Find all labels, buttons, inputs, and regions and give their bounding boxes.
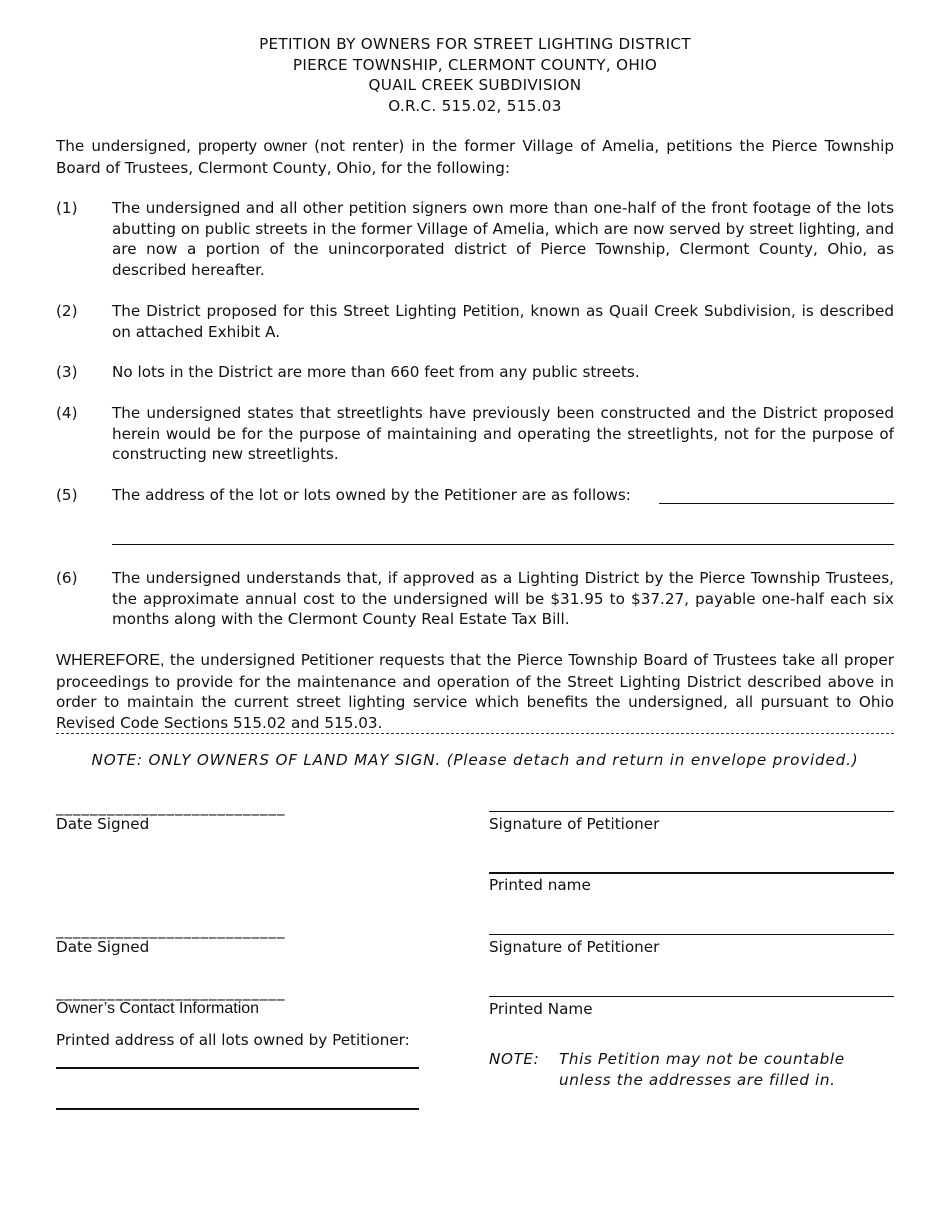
- printed-address-label: Printed address of all lots owned by Petitioner:: [56, 1031, 410, 1049]
- detach-line: [56, 733, 894, 734]
- printed-name-1-line[interactable]: [489, 872, 894, 874]
- title-line-1: PETITION BY OWNERS FOR STREET LIGHTING DISTRICT: [259, 35, 691, 53]
- item-6: [56, 568, 894, 630]
- date-signed-1-blank[interactable]: ___________________________: [56, 798, 286, 816]
- item-number: (1): [56, 199, 78, 217]
- intro-rest: (not renter) in the former Village of Amelia, petitions the Pierce Township Board of Trustees, Clermont County, Ohio, for the following:: [56, 137, 895, 177]
- item-text: The District proposed for this Street Lighting Petition, known as Quail Creek Subdivision, is described on attached Exhibit A.: [112, 302, 894, 341]
- intro-lead: The undersigned,: [56, 137, 199, 155]
- printed-name-2-label: Printed Name: [489, 1000, 593, 1018]
- title-line-2: PIERCE TOWNSHIP, CLERMONT COUNTY, OHIO: [292, 55, 658, 74]
- address-blank-line-2[interactable]: [112, 544, 894, 545]
- printed-address-line-1[interactable]: [56, 1067, 419, 1069]
- countable-note-text: This Petition may not be countable unless the addresses are filled in.: [559, 1050, 845, 1089]
- contact-info-blank[interactable]: ___________________________: [56, 983, 286, 1001]
- signature-1-label: Signature of Petitioner: [489, 815, 660, 833]
- date-signed-2-blank[interactable]: ___________________________: [56, 921, 286, 939]
- signature-1-line[interactable]: [489, 811, 894, 812]
- item-3: [56, 362, 894, 383]
- address-blank-line-1[interactable]: [659, 503, 894, 504]
- intro-emphasis: property owner: [198, 138, 308, 155]
- item-number: (4): [56, 404, 78, 422]
- item-number: (2): [56, 302, 78, 320]
- printed-name-2-line[interactable]: [489, 996, 894, 997]
- signature-2-label: Signature of Petitioner: [489, 938, 660, 956]
- item-text: The undersigned states that streetlights have previously been constructed and the District proposed herein would be for the purpose of maintaining and operating the streetlights, not for the purpose of constructing new streetlights.: [112, 404, 894, 463]
- countable-note: [489, 1049, 869, 1091]
- countable-note-label: NOTE:: [489, 1050, 540, 1068]
- printed-name-1-label: Printed name: [489, 876, 591, 894]
- item-number: (5): [56, 486, 78, 504]
- item-text: The address of the lot or lots owned by the Petitioner are as follows:: [112, 486, 631, 504]
- item-2: [56, 301, 894, 342]
- title-line-4: O.R.C. 515.02, 515.03: [388, 96, 562, 115]
- item-text: No lots in the District are more than 660 feet from any public streets.: [112, 363, 640, 381]
- wherefore-rest: the undersigned Petitioner requests that the Pierce Township Board of Trustees take all proper proceedings to provide for the maintenance and operation of the Street Lighting District described above in order to maintain the current street lighting service which benefits the undersigned, all pursuant to Ohio Revised Code Sections 515.02 and 515.03.: [56, 651, 894, 732]
- title-line-3: QUAIL CREEK SUBDIVISION: [368, 76, 582, 94]
- date-signed-2-label: Date Signed: [56, 938, 150, 956]
- petition-title: [56, 34, 894, 116]
- contact-info-label: Owner’s Contact Information: [56, 1000, 260, 1017]
- item-4: [56, 403, 894, 465]
- item-number: (6): [56, 569, 78, 587]
- item-number: (3): [56, 363, 78, 381]
- item-1: [56, 198, 894, 280]
- date-signed-1-label: Date Signed: [56, 815, 150, 833]
- item-text: The undersigned and all other petition signers own more than one-half of the front footage of the lots abutting on public streets in the former Village of Amelia, which are now served by street lighting, and are now a portion of the unincorporated district of Pierce Township, Clermont County, Ohio, as described hereafter.: [112, 199, 894, 279]
- wherefore-lead: WHEREFORE,: [56, 652, 165, 669]
- wherefore-paragraph: [56, 650, 894, 733]
- item-text: The undersigned understands that, if approved as a Lighting District by the Pierce Township Trustees, the approximate annual cost to the undersigned will be $31.95 to $37.27, payable one-half each six months along with the Clermont County Real Estate Tax Bill.: [112, 569, 894, 628]
- intro-paragraph: [56, 136, 894, 178]
- detach-note: NOTE: ONLY OWNERS OF LAND MAY SIGN. (Please detach and return in envelope provided.): [91, 751, 859, 769]
- printed-address-line-2[interactable]: [56, 1108, 419, 1110]
- signature-2-line[interactable]: [489, 934, 894, 935]
